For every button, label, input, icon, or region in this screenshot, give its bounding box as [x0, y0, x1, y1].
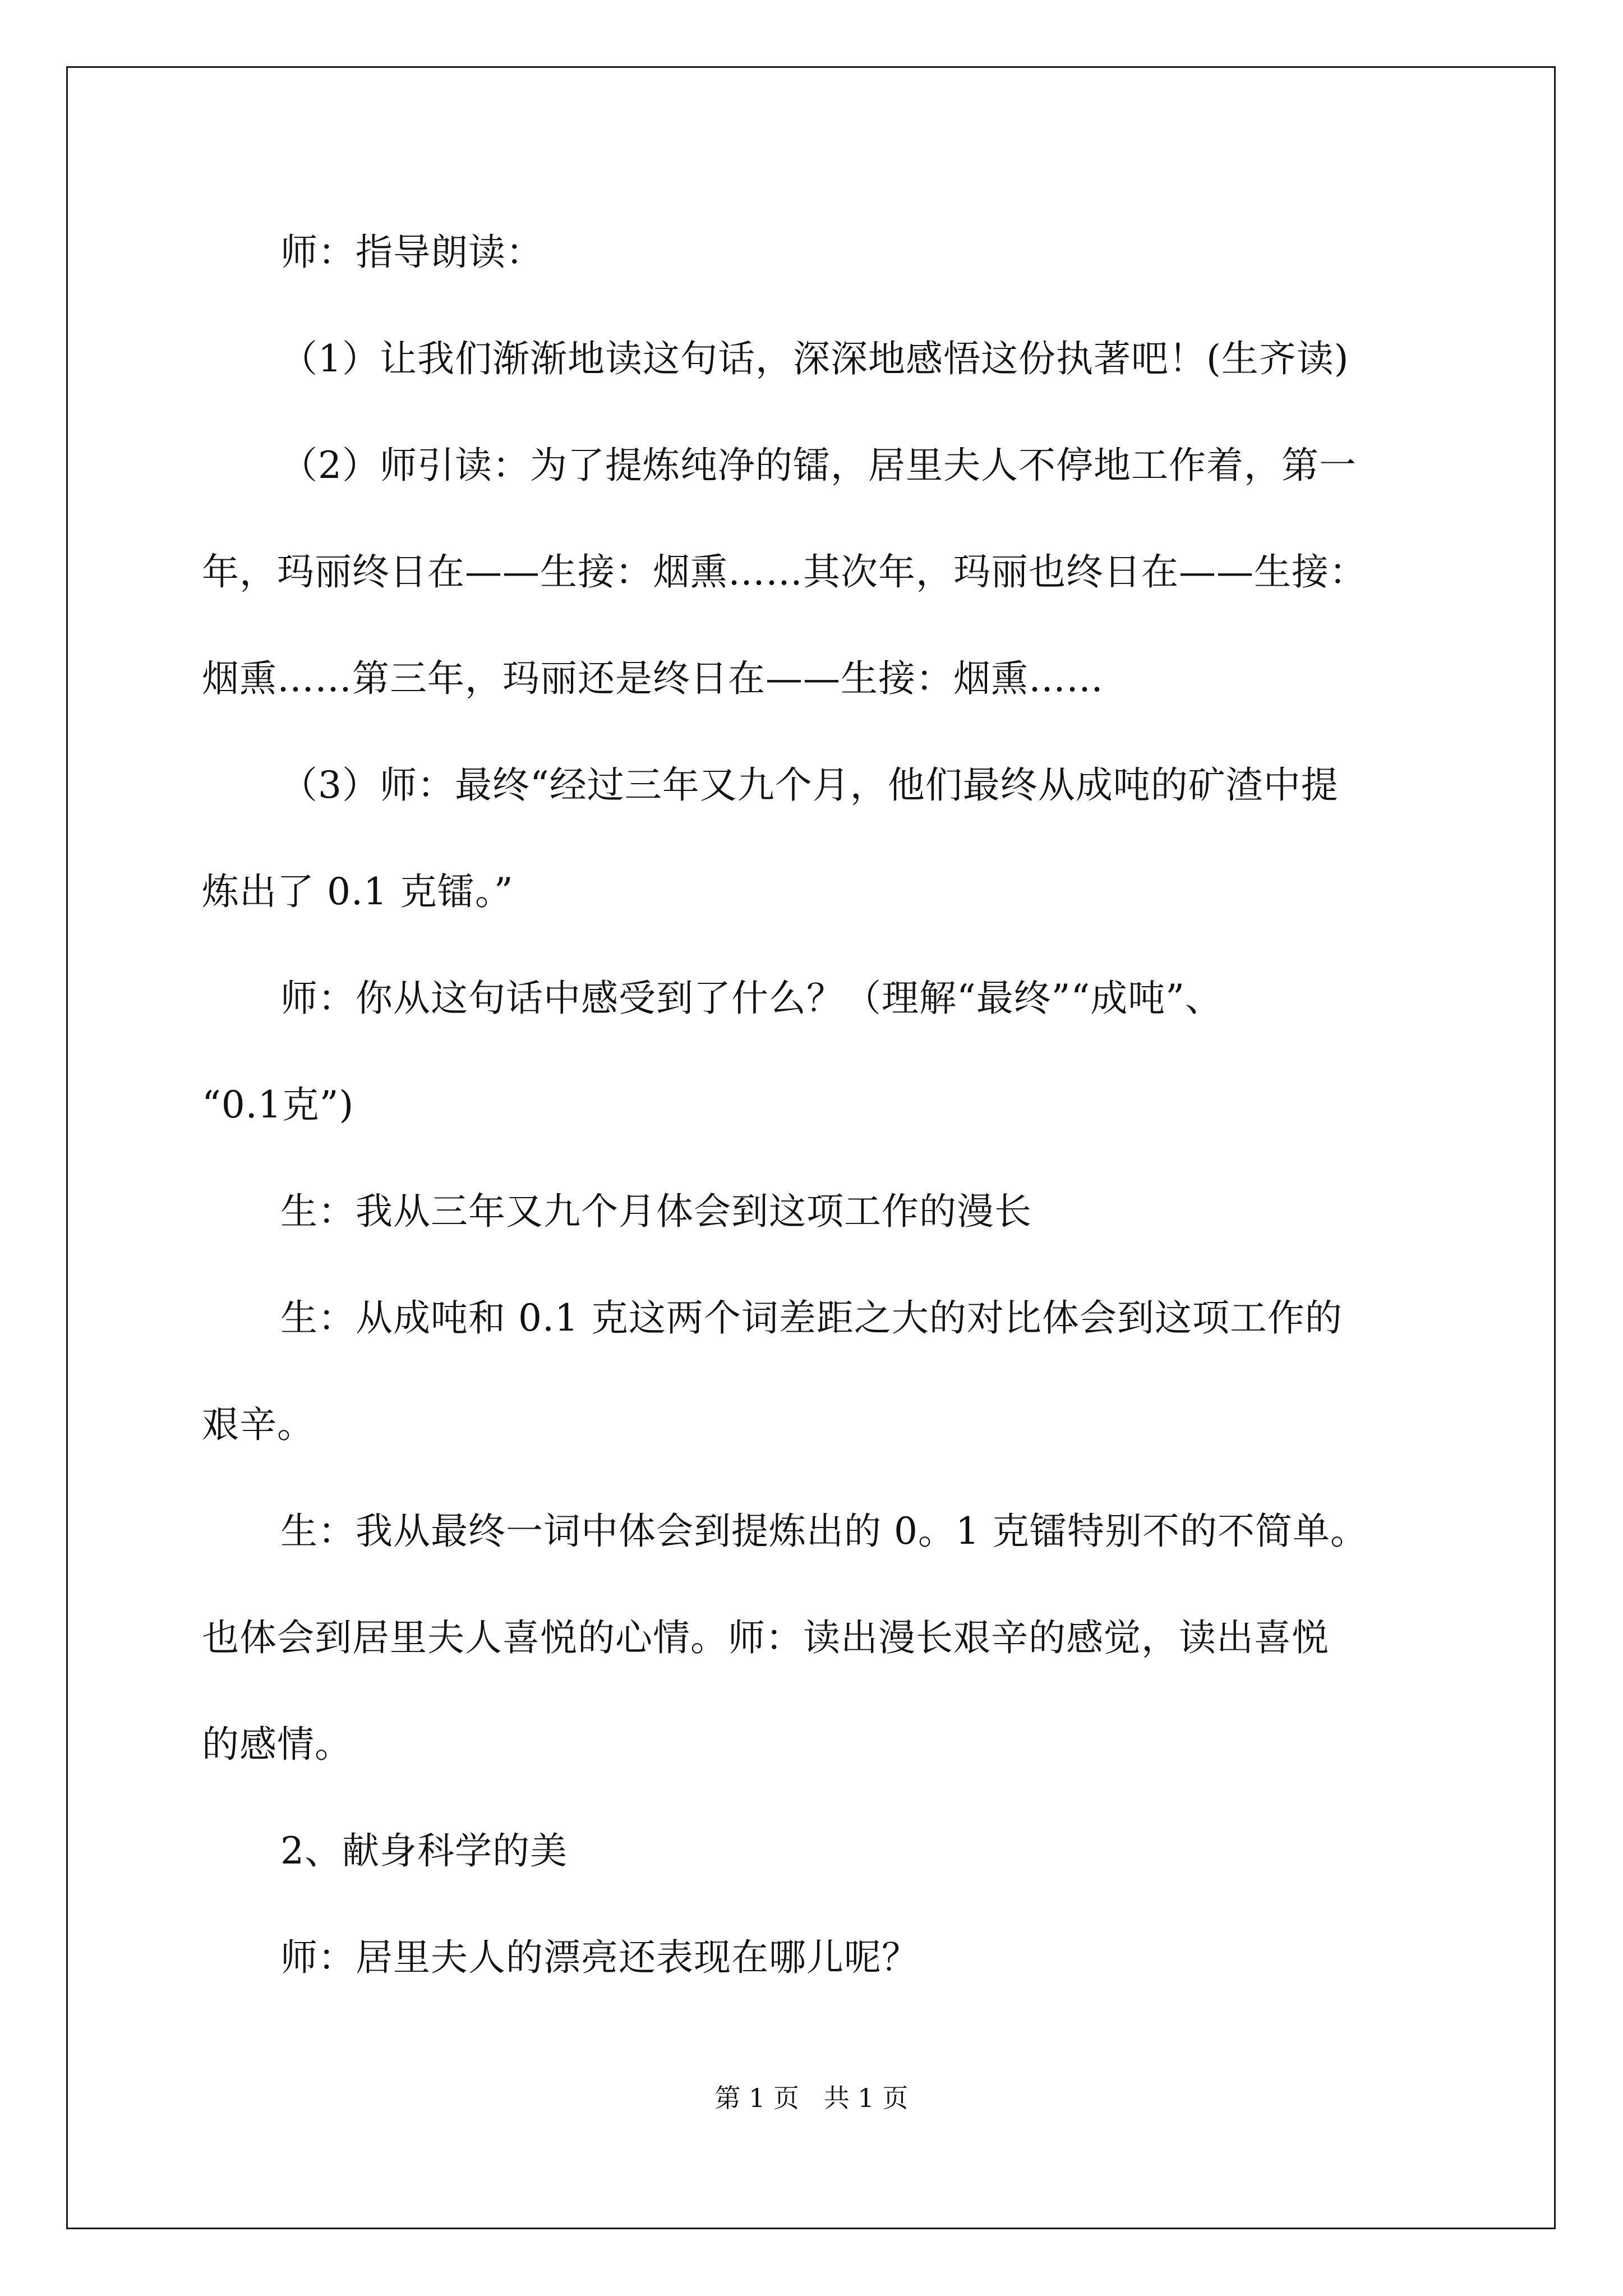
- text-line: 艰辛。: [202, 1403, 315, 1446]
- text-line: “0.1克”): [202, 1083, 354, 1126]
- text-line: 年，玛丽终日在——生接：烟熏……其次年，玛丽也终日在——生接：: [202, 550, 1367, 593]
- section-heading: 2、献身科学的美: [280, 1829, 568, 1872]
- text-line: 师：指导朗读：: [280, 231, 543, 274]
- text-line: 炼出了 0.1 克镭。”: [202, 870, 514, 913]
- text-line: 生：我从三年又九个月体会到这项工作的漫长: [280, 1190, 1032, 1233]
- text-line: 师：你从这句话中感受到了什么？（理解“最终”“成吨”、: [280, 977, 1223, 1020]
- text-line: 生：从成吨和 0.1 克这两个词差距之大的对比体会到这项工作的: [280, 1296, 1343, 1340]
- page-number-footer: 第 1 页 共 1 页: [714, 2083, 909, 2113]
- text-line: （2）师引读：为了提炼纯净的镭，居里夫人不停地工作着，第一: [280, 444, 1357, 487]
- text-line: （1）让我们渐渐地读这句话，深深地感悟这份执著吧！(生齐读): [280, 337, 1349, 380]
- text-line: 的感情。: [202, 1723, 352, 1766]
- text-line: 师：居里夫人的漂亮还表现在哪儿呢？: [280, 1936, 919, 1979]
- text-line: （3）师：最终“经过三年又九个月，他们最终从成吨的矿渣中提: [280, 763, 1339, 807]
- page-border: [66, 66, 1556, 2229]
- text-line: 烟熏……第三年，玛丽还是终日在——生接：烟熏……: [202, 657, 1104, 700]
- text-line: 也体会到居里夫人喜悦的心情。师：读出漫长艰辛的感觉，读出喜悦: [202, 1616, 1329, 1659]
- text-line: 生：我从最终一词中体会到提炼出的 0。1 克镭特别不的不简单。: [280, 1510, 1368, 1553]
